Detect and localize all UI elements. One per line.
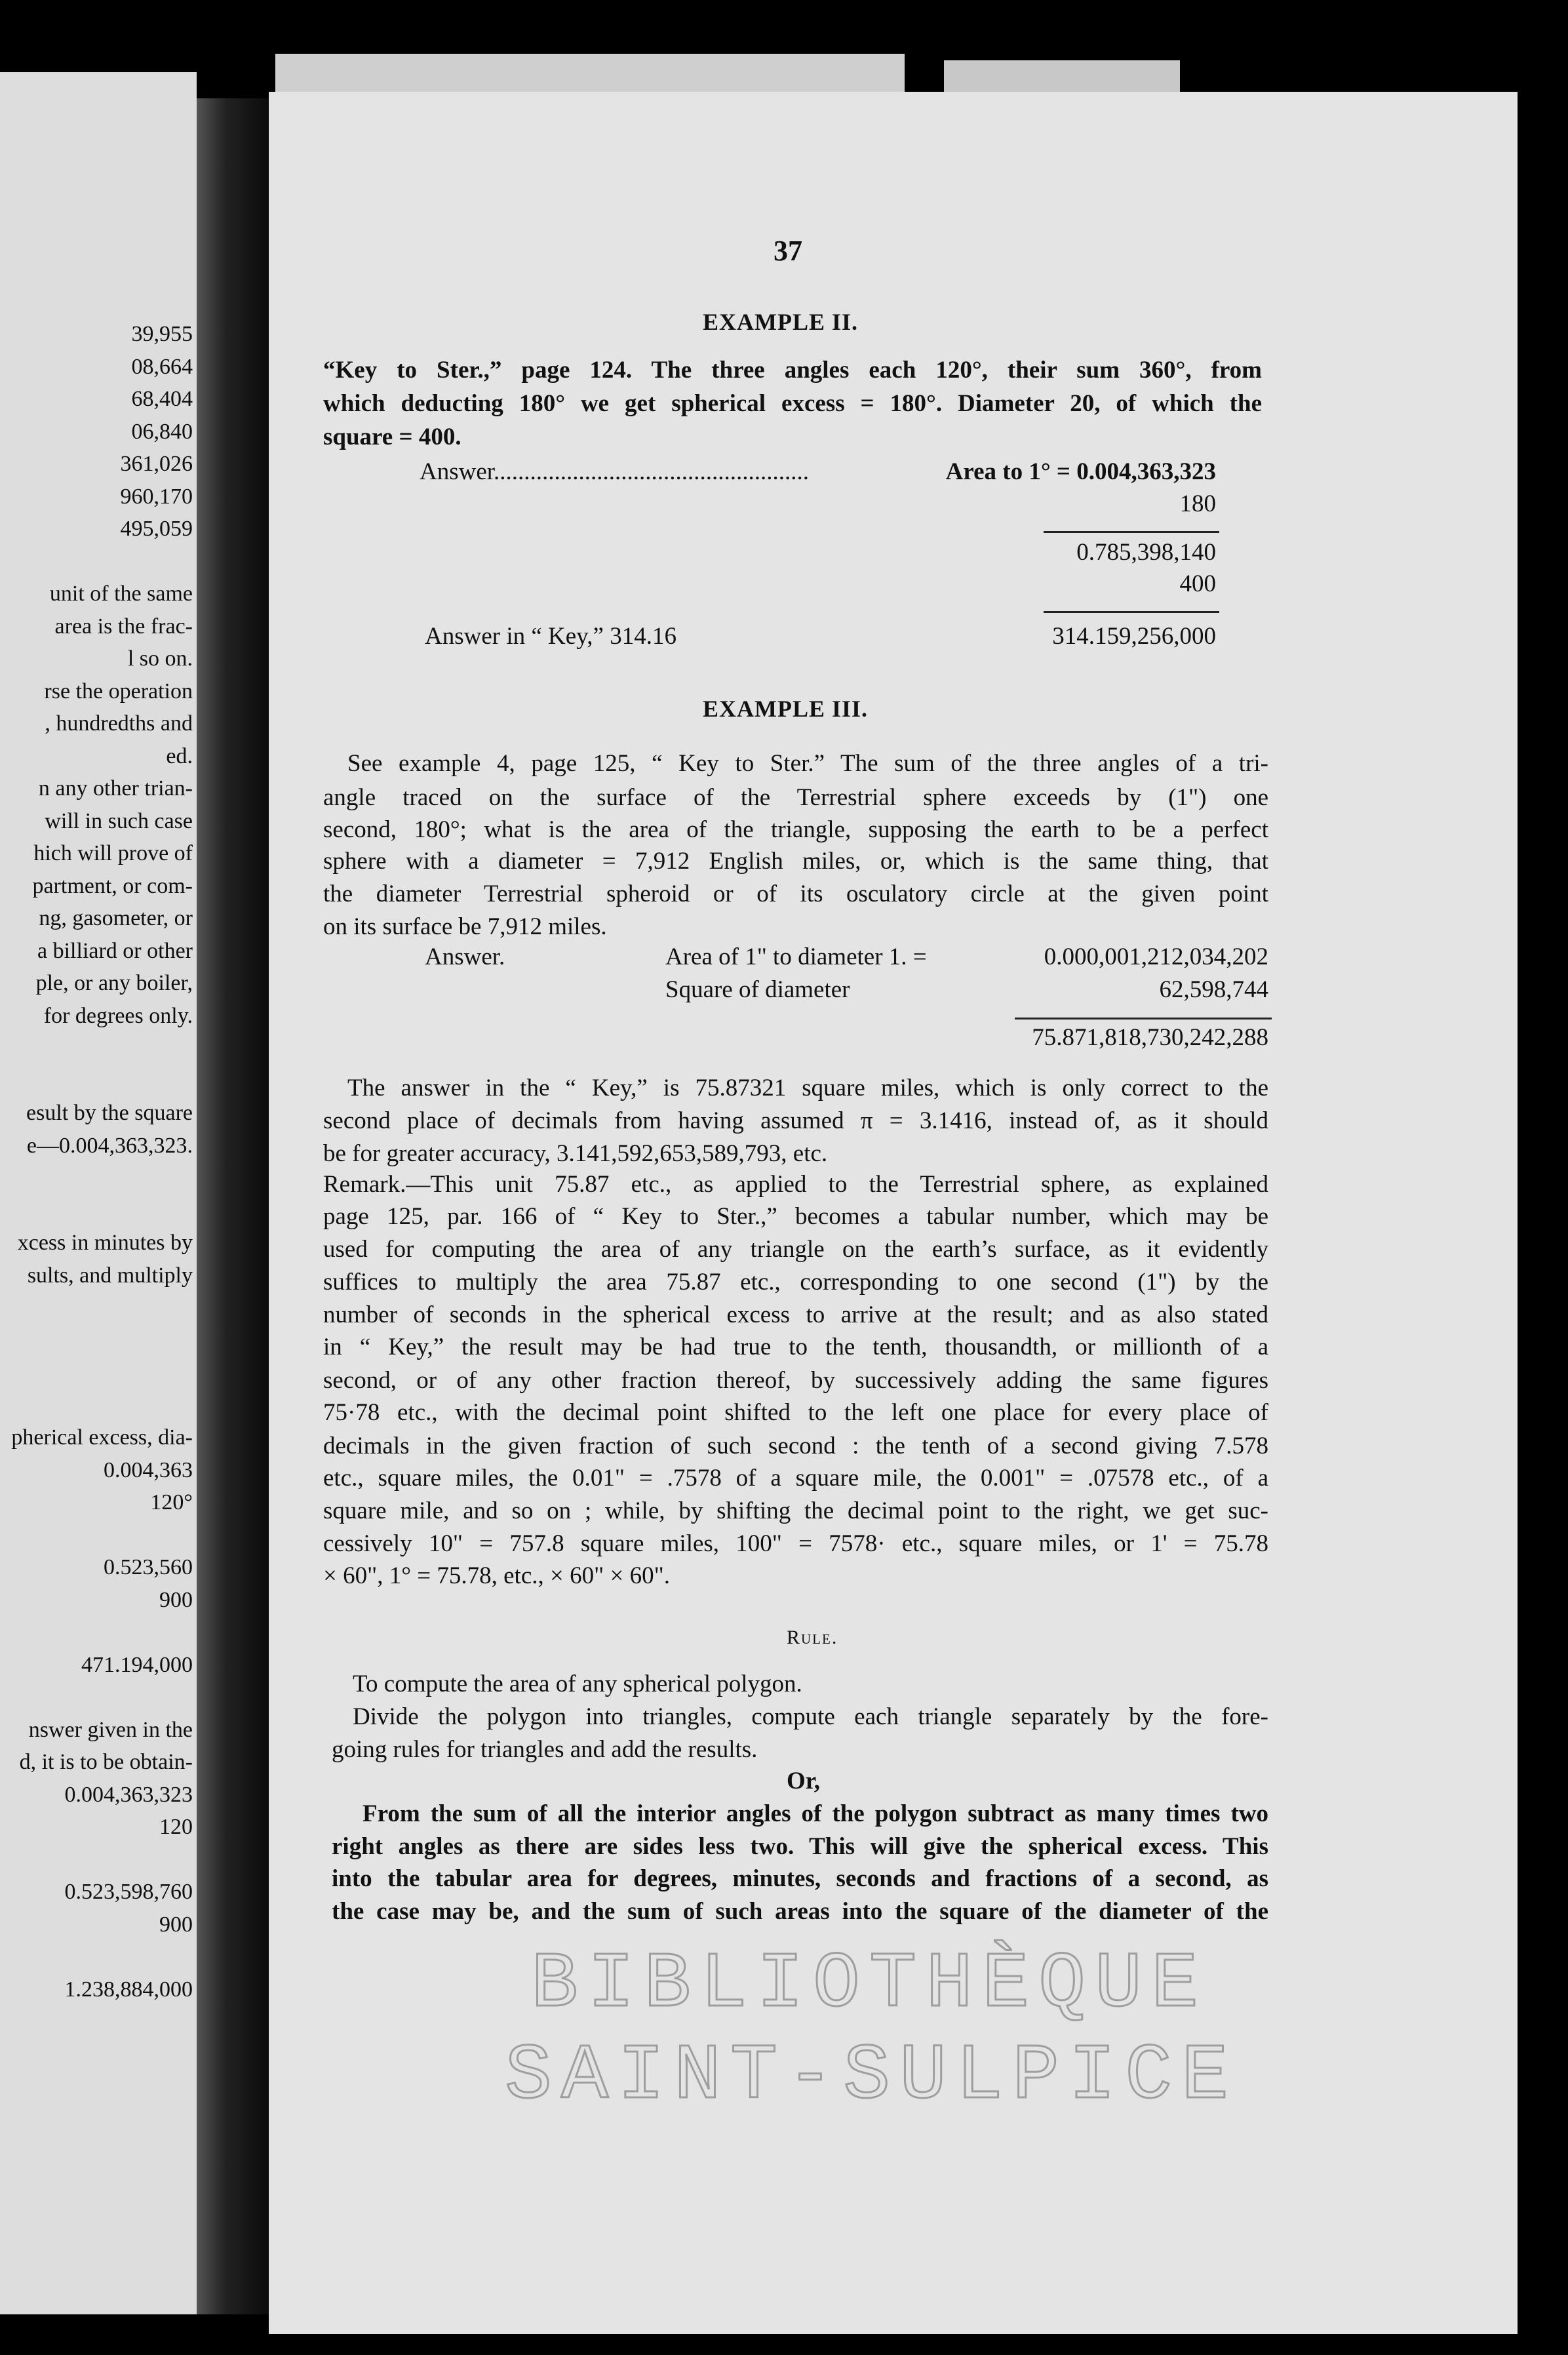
facing-page-line: 08,664 <box>131 354 193 379</box>
facing-page-line: n any other trian- <box>38 776 193 801</box>
facing-page-line: 68,404 <box>131 387 193 411</box>
sum-rule <box>1015 1018 1272 1019</box>
facing-page-line: 0.004,363,323 <box>64 1782 193 1807</box>
multiplier-180: 180 <box>1179 490 1216 517</box>
facing-page-line: pherical excess, dia- <box>11 1425 193 1450</box>
facing-page-line: 06,840 <box>131 419 193 444</box>
or-label: Or, <box>787 1768 821 1794</box>
facing-page-line: xcess in minutes by <box>17 1231 193 1255</box>
remark-line: × 60", 1° = 75.78, etc., × 60" × 60". <box>323 1562 670 1589</box>
example-3-line: on its surface be 7,912 miles. <box>323 913 607 940</box>
facing-page-line: 900 <box>159 1587 193 1612</box>
facing-page-line: 495,059 <box>120 517 193 541</box>
answer-para-line: second place of decimals from having assumed π = 3.1416, instead of, as it should <box>323 1107 1268 1134</box>
facing-page-line: d, it is to be obtain- <box>19 1750 193 1774</box>
facing-page-line: ng, gasometer, or <box>39 906 193 930</box>
multiplier-400: 400 <box>1179 570 1216 597</box>
example-3-heading: EXAMPLE III. <box>703 696 869 722</box>
key-answer: Answer in “ Key,” 314.16 <box>425 623 676 650</box>
facing-page-line: will in such case <box>45 808 193 833</box>
remark-line: square mile, and so on ; while, by shifting the decimal point to the right, we get suc- <box>323 1497 1268 1524</box>
example-2-heading: EXAMPLE II. <box>703 309 859 335</box>
remark-line: decimals in the given fraction of such second : the tenth of a second giving 7.578 <box>323 1433 1268 1459</box>
square-value: 62,598,744 <box>1159 976 1268 1003</box>
library-stamp: SAINT-SULPICE <box>505 2032 1238 2122</box>
facing-page-line: a billiard or other <box>37 938 193 963</box>
remark-line: page 125, par. 166 of “ Key to Ster.,” becomes a tabular number, which may be <box>323 1203 1268 1230</box>
facing-page-line: 1.238,884,000 <box>64 1977 193 2002</box>
facing-page-line: unit of the same <box>49 582 193 606</box>
book-binding <box>197 98 269 2314</box>
facing-page-line: 120 <box>159 1815 193 1839</box>
example-3-line: the diameter Terrestrial spheroid or of its osculatory circle at the given point <box>323 881 1268 907</box>
remark-line: 75·78 etc., with the decimal point shifted to the left one place for every place of <box>323 1399 1268 1426</box>
remark-line: etc., square miles, the 0.01" = .7578 of a square mile, the 0.001" = .07578 etc., of a <box>323 1465 1268 1492</box>
facing-page-line: rse the operation <box>44 679 193 703</box>
product-1: 0.785,398,140 <box>1076 539 1216 566</box>
facing-page <box>0 72 197 2314</box>
facing-page-line: 361,026 <box>120 452 193 476</box>
answer-para-line: be for greater accuracy, 3.141,592,653,589,793, etc. <box>323 1140 828 1167</box>
facing-page-line: partment, or com- <box>32 873 193 898</box>
facing-page-line: e—0.004,363,323. <box>26 1133 193 1158</box>
facing-page-line: ple, or any boiler, <box>35 971 193 995</box>
rule-heading: Rule. <box>787 1627 838 1648</box>
example-3-line: second, 180°; what is the area of the triangle, supposing the earth to be a perfect <box>323 816 1268 843</box>
facing-page-line: for degrees only. <box>43 1003 193 1028</box>
sum-rule <box>1044 611 1219 613</box>
square-label: Square of diameter <box>665 976 850 1003</box>
rule-line: into the tabular area for degrees, minutes, seconds and fractions of a second, as <box>332 1865 1268 1892</box>
answer-label: Answer. <box>425 943 505 970</box>
example-2-line: square = 400. <box>323 424 461 450</box>
library-stamp: BIBLIOTHÈQUE <box>531 1941 1208 2030</box>
area-label: Area of 1" to diameter 1. = <box>665 943 927 970</box>
page-number: 37 <box>774 235 802 267</box>
facing-page-line: 960,170 <box>120 484 193 509</box>
product-2: 314.159,256,000 <box>1052 623 1216 650</box>
remark-line: suffices to multiply the area 75.87 etc., corresponding to one second (1") by the <box>323 1269 1268 1296</box>
example-2-line: “Key to Ster.,” page 124. The three angles each 120°, their sum 360°, from <box>323 357 1262 384</box>
remark-line: used for computing the area of any triangle on the earth’s surface, as it evidently <box>323 1236 1268 1263</box>
area-value: 0.000,001,212,034,202 <box>1044 943 1268 970</box>
facing-page-line: , hundredths and <box>45 711 193 736</box>
rule-line: Divide the polygon into triangles, compute each triangle separately by the fore- <box>353 1703 1268 1730</box>
remark-line: second, or of any other fraction thereof, by successively adding the same figures <box>323 1367 1268 1394</box>
facing-page-line: 0.523,598,760 <box>64 1880 193 1904</box>
example-3-line: sphere with a diameter = 7,912 English miles, or, which is the same thing, that <box>323 848 1268 875</box>
facing-page-line: sults, and multiply <box>27 1263 193 1288</box>
rule-line: going rules for triangles and add the results. <box>332 1736 758 1763</box>
facing-page-line: 120° <box>150 1490 193 1514</box>
facing-page-line: ed. <box>166 743 193 768</box>
rule-line: right angles as there are sides less two. This will give the spherical excess. This <box>332 1833 1268 1860</box>
facing-page-line: l so on. <box>127 646 193 671</box>
remark-line: cessively 10" = 757.8 square miles, 100" = 7578· etc., square miles, or 1' = 75.78 <box>323 1530 1268 1557</box>
answer-label: Answer.................................................... <box>420 458 810 485</box>
remark-line: number of seconds in the spherical excess to arrive at the result; and as also stated <box>323 1301 1268 1328</box>
facing-page-line: 471.194,000 <box>81 1652 193 1677</box>
facing-page-line: hich will prove of <box>33 841 193 865</box>
rule-line: From the sum of all the interior angles of the polygon subtract as many times two <box>363 1800 1268 1827</box>
example-2-line: which deducting 180° we get spherical excess = 180°. Diameter 20, of which the <box>323 390 1262 417</box>
facing-page-line: 900 <box>159 1912 193 1937</box>
facing-page-line: area is the frac- <box>54 614 193 639</box>
sum-rule <box>1044 531 1219 533</box>
example-3-line: angle traced on the surface of the Terrestrial sphere exceeds by (1") one <box>323 784 1268 811</box>
remark-line: Remark.—This unit 75.87 etc., as applied to the Terrestrial sphere, as explained <box>323 1171 1268 1198</box>
area-per-degree: Area to 1° = 0.004,363,323 <box>945 458 1216 485</box>
facing-page-line: 39,955 <box>131 322 193 346</box>
facing-page-line: 0.523,560 <box>104 1555 193 1579</box>
rule-line: the case may be, and the sum of such areas into the square of the diameter of the <box>332 1898 1268 1925</box>
answer-para-line: The answer in the “ Key,” is 75.87321 square miles, which is only correct to the <box>347 1075 1268 1101</box>
total-value: 75.871,818,730,242,288 <box>1032 1024 1268 1051</box>
facing-page-line: esult by the square <box>26 1101 193 1125</box>
rule-intro: To compute the area of any spherical polygon. <box>353 1671 802 1697</box>
remark-line: in “ Key,” the result may be had true to the tenth, thousandth, or millionth of a <box>323 1334 1268 1360</box>
facing-page-line: 0.004,363 <box>104 1457 193 1482</box>
example-3-line: See example 4, page 125, “ Key to Ster.” The sum of the three angles of a tri- <box>347 750 1268 777</box>
facing-page-line: nswer given in the <box>28 1717 193 1742</box>
